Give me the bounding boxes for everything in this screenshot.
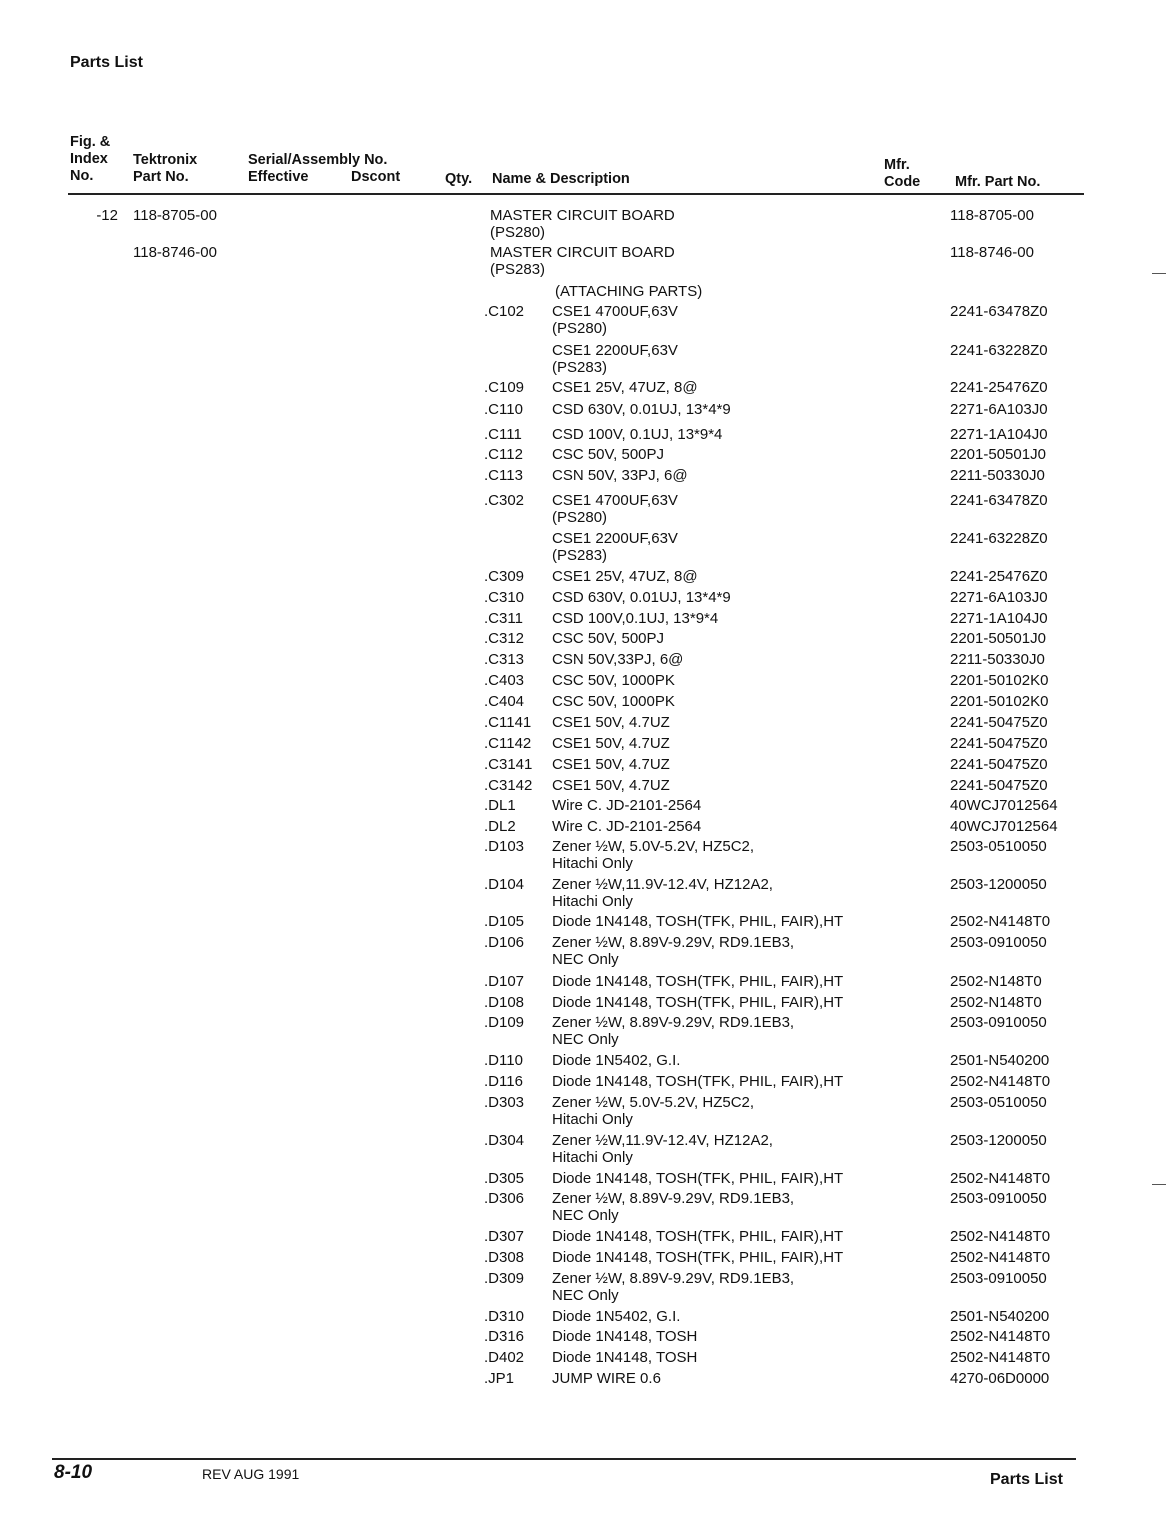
mfr-part-cell: 2241-50475Z0 — [950, 756, 1048, 773]
description-cell: Diode 1N4148, TOSH — [552, 1328, 698, 1345]
mfr-part-cell: 2503-0510050 — [950, 1094, 1047, 1111]
fig-index-cell: -12 — [96, 207, 118, 224]
mfr-part-cell: 2503-0510050 — [950, 838, 1047, 855]
component-ref-cell: .D116 — [484, 1073, 523, 1090]
table-row — [0, 1370, 1166, 1390]
mfr-part-cell: 2241-25476Z0 — [950, 568, 1048, 585]
mfr-part-cell: 2211-50330J0 — [950, 651, 1045, 668]
description-cell: CSD 100V,0.1UJ, 13*9*4 — [552, 610, 719, 627]
col-head-effective: Effective — [248, 169, 309, 185]
component-ref-cell: .D307 — [484, 1228, 525, 1245]
table-row — [0, 401, 1166, 421]
description-cell: CSE1 50V, 4.7UZ — [552, 777, 670, 794]
description-cell: CSD 630V, 0.01UJ, 13*4*9 — [552, 401, 731, 418]
description-cell: CSC 50V, 500PJ — [552, 630, 665, 647]
description-cell: CSE1 50V, 4.7UZ — [552, 714, 670, 731]
revision-date: REV AUG 1991 — [202, 1466, 300, 1482]
footer-title: Parts List — [990, 1471, 1063, 1488]
mfr-part-cell: 118-8705-00 — [950, 207, 1034, 224]
mfr-part-cell: 2503-0910050 — [950, 1270, 1047, 1287]
description-cell: MASTER CIRCUIT BOARD (PS283) — [490, 244, 675, 278]
description-cell: Wire C. JD-2101-2564 — [552, 797, 702, 814]
description-cell: CSE1 50V, 4.7UZ — [552, 735, 670, 752]
mfr-part-cell: 2502-N4148T0 — [950, 1328, 1051, 1345]
description-cell: Wire C. JD-2101-2564 — [552, 818, 702, 835]
tektronix-part-cell: 118-8705-00 — [133, 207, 217, 224]
description-cell: CSC 50V, 1000PK — [552, 693, 675, 710]
component-ref-cell: .C403 — [484, 672, 525, 689]
mfr-part-cell: 2271-6A103J0 — [950, 401, 1048, 418]
component-ref-cell: .C111 — [484, 426, 522, 443]
mfr-part-cell: 2201-50501J0 — [950, 446, 1046, 463]
mfr-part-cell: 2241-50475Z0 — [950, 714, 1048, 731]
description-cell: Diode 1N4148, TOSH(TFK, PHIL, FAIR),HT — [552, 994, 844, 1011]
table-row — [0, 568, 1166, 588]
table-row — [0, 1249, 1166, 1269]
component-ref-cell: .D308 — [484, 1249, 525, 1266]
table-row — [0, 467, 1166, 487]
mfr-part-cell: 2241-63228Z0 — [950, 530, 1048, 547]
table-row — [0, 446, 1166, 466]
component-ref-cell: .D402 — [484, 1349, 525, 1366]
component-ref-cell: .D309 — [484, 1270, 525, 1287]
footer-rule — [52, 1458, 1076, 1460]
description-cell: CSE1 4700UF,63V (PS280) — [552, 303, 678, 337]
table-row — [0, 1170, 1166, 1190]
table-row — [0, 207, 1166, 241]
col-head-qty: Qty. — [445, 171, 473, 187]
table-row — [0, 1328, 1166, 1348]
component-ref-cell: .D303 — [484, 1094, 525, 1111]
component-ref-cell: .C113 — [484, 467, 523, 484]
component-ref-cell: .C313 — [484, 651, 525, 668]
description-cell: Diode 1N4148, TOSH(TFK, PHIL, FAIR),HT — [552, 1249, 844, 1266]
mfr-part-cell: 4270-06D0000 — [950, 1370, 1050, 1387]
component-ref-cell: .D105 — [484, 913, 525, 930]
mfr-part-cell: 40WCJ7012564 — [950, 797, 1058, 814]
header-rule — [68, 193, 1084, 195]
table-row — [0, 303, 1166, 337]
description-cell: Zener ½W,11.9V-12.4V, HZ12A2, Hitachi Only — [552, 1132, 773, 1166]
component-ref-cell: .D103 — [484, 838, 525, 855]
table-row — [0, 777, 1166, 797]
table-row — [0, 1073, 1166, 1093]
component-ref-cell: .C310 — [484, 589, 525, 606]
table-row — [0, 530, 1166, 564]
component-ref-cell: .DL1 — [484, 797, 516, 814]
mfr-part-cell: 2502-N148T0 — [950, 973, 1042, 990]
description-cell: CSE1 25V, 47UZ, 8@ — [552, 568, 698, 585]
table-row — [0, 1132, 1166, 1166]
description-cell: CSD 630V, 0.01UJ, 13*4*9 — [552, 589, 731, 606]
description-cell: Diode 1N5402, G.I. — [552, 1052, 681, 1069]
mfr-part-cell: 2502-N4148T0 — [950, 1073, 1051, 1090]
mfr-part-cell: 2501-N540200 — [950, 1052, 1050, 1069]
mfr-part-cell: 2503-1200050 — [950, 1132, 1047, 1149]
description-cell: CSN 50V, 33PJ, 6@ — [552, 467, 688, 484]
component-ref-cell: .D110 — [484, 1052, 523, 1069]
mfr-part-cell: 40WCJ7012564 — [950, 818, 1058, 835]
mfr-part-cell: 2503-1200050 — [950, 876, 1047, 893]
mfr-part-cell: 2271-1A104J0 — [950, 426, 1048, 443]
table-row — [0, 818, 1166, 838]
component-ref-cell: .C102 — [484, 303, 525, 320]
component-ref-cell: .DL2 — [484, 818, 516, 835]
table-row — [0, 610, 1166, 630]
table-row — [0, 1052, 1166, 1072]
table-row — [0, 714, 1166, 734]
component-ref-cell: .C3142 — [484, 777, 533, 794]
mfr-part-cell: 2503-0910050 — [950, 934, 1047, 951]
mfr-part-cell: 2201-50501J0 — [950, 630, 1046, 647]
mfr-part-cell: 2201-50102K0 — [950, 693, 1049, 710]
component-ref-cell: .C311 — [484, 610, 523, 627]
description-cell: Diode 1N4148, TOSH(TFK, PHIL, FAIR),HT — [552, 973, 844, 990]
table-row — [0, 973, 1166, 993]
table-row — [0, 1094, 1166, 1128]
description-cell: Zener ½W, 8.89V-9.29V, RD9.1EB3, NEC Only — [552, 1270, 795, 1304]
table-row — [0, 994, 1166, 1014]
component-ref-cell: .C112 — [484, 446, 523, 463]
component-ref-cell: .C404 — [484, 693, 525, 710]
table-row — [0, 756, 1166, 776]
description-cell: CSE1 50V, 4.7UZ — [552, 756, 670, 773]
col-head-mfr-code: Mfr. Code — [884, 157, 921, 190]
binding-mark — [1152, 1184, 1166, 1185]
binding-mark — [1152, 273, 1166, 274]
description-cell: Zener ½W, 5.0V-5.2V, HZ5C2, Hitachi Only — [552, 1094, 755, 1128]
component-ref-cell: .C110 — [484, 401, 523, 418]
col-head-name-description: Name & Description — [492, 171, 630, 187]
page-number: 8-10 — [54, 1462, 93, 1483]
mfr-part-cell: 2241-25476Z0 — [950, 379, 1048, 396]
description-cell: CSC 50V, 500PJ — [552, 446, 665, 463]
mfr-part-cell: 2502-N4148T0 — [950, 1249, 1051, 1266]
component-ref-cell: .D304 — [484, 1132, 525, 1149]
component-ref-cell: .D107 — [484, 973, 525, 990]
table-row — [0, 1190, 1166, 1224]
description-cell: CSE1 25V, 47UZ, 8@ — [552, 379, 698, 396]
mfr-part-cell: 2503-0910050 — [950, 1014, 1047, 1031]
mfr-part-cell: 2241-50475Z0 — [950, 777, 1048, 794]
component-ref-cell: .C1141 — [484, 714, 532, 731]
table-row — [0, 1228, 1166, 1248]
mfr-part-cell: 2502-N148T0 — [950, 994, 1042, 1011]
table-row — [0, 1308, 1166, 1328]
mfr-part-cell: 2271-6A103J0 — [950, 589, 1048, 606]
table-row — [0, 283, 1166, 303]
component-ref-cell: .C109 — [484, 379, 525, 396]
description-cell: Diode 1N4148, TOSH(TFK, PHIL, FAIR),HT — [552, 913, 844, 930]
table-row — [0, 1349, 1166, 1369]
col-head-fig-index: Fig. & Index No. — [70, 134, 111, 184]
description-cell: (ATTACHING PARTS) — [555, 283, 703, 300]
table-row — [0, 426, 1166, 446]
description-cell: CSE1 2200UF,63V (PS283) — [552, 342, 678, 376]
table-row — [0, 1014, 1166, 1048]
mfr-part-cell: 2241-63478Z0 — [950, 492, 1048, 509]
col-head-dscont: Dscont — [351, 169, 401, 185]
mfr-part-cell: 2271-1A104J0 — [950, 610, 1048, 627]
description-cell: Zener ½W, 8.89V-9.29V, RD9.1EB3, NEC Only — [552, 1190, 795, 1224]
description-cell: Diode 1N4148, TOSH(TFK, PHIL, FAIR),HT — [552, 1228, 844, 1245]
mfr-part-cell: 2241-63478Z0 — [950, 303, 1048, 320]
component-ref-cell: .D310 — [484, 1308, 525, 1325]
table-row — [0, 379, 1166, 399]
description-cell: Diode 1N5402, G.I. — [552, 1308, 681, 1325]
mfr-part-cell: 2211-50330J0 — [950, 467, 1045, 484]
table-row — [0, 589, 1166, 609]
mfr-part-cell: 2502-N4148T0 — [950, 1349, 1051, 1366]
description-cell: Zener ½W,11.9V-12.4V, HZ12A2, Hitachi Only — [552, 876, 773, 910]
component-ref-cell: .JP1 — [484, 1370, 515, 1387]
component-ref-cell: .D106 — [484, 934, 525, 951]
mfr-part-cell: 2501-N540200 — [950, 1308, 1050, 1325]
component-ref-cell: .D316 — [484, 1328, 525, 1345]
mfr-part-cell: 118-8746-00 — [950, 244, 1034, 261]
description-cell: CSD 100V, 0.1UJ, 13*9*4 — [552, 426, 723, 443]
tektronix-part-cell: 118-8746-00 — [133, 244, 217, 261]
component-ref-cell: .C3141 — [484, 756, 533, 773]
table-row — [0, 342, 1166, 376]
table-row — [0, 630, 1166, 650]
description-cell: MASTER CIRCUIT BOARD (PS280) — [490, 207, 675, 241]
col-head-serial-assembly: Serial/Assembly No. — [248, 152, 388, 168]
description-cell: Zener ½W, 8.89V-9.29V, RD9.1EB3, NEC Only — [552, 934, 795, 968]
component-ref-cell: .D109 — [484, 1014, 525, 1031]
description-cell: CSE1 4700UF,63V (PS280) — [552, 492, 678, 526]
component-ref-cell: .C1142 — [484, 735, 532, 752]
description-cell: CSC 50V, 1000PK — [552, 672, 675, 689]
component-ref-cell: .C312 — [484, 630, 525, 647]
component-ref-cell: .D306 — [484, 1190, 525, 1207]
mfr-part-cell: 2503-0910050 — [950, 1190, 1047, 1207]
description-cell: JUMP WIRE 0.6 — [552, 1370, 661, 1387]
table-row — [0, 934, 1166, 968]
table-row — [0, 492, 1166, 526]
table-row — [0, 797, 1166, 817]
table-row — [0, 244, 1166, 278]
component-ref-cell: .D305 — [484, 1170, 525, 1187]
mfr-part-cell: 2241-63228Z0 — [950, 342, 1048, 359]
table-row — [0, 838, 1166, 872]
mfr-part-cell: 2241-50475Z0 — [950, 735, 1048, 752]
table-row — [0, 735, 1166, 755]
mfr-part-cell: 2502-N4148T0 — [950, 1170, 1051, 1187]
mfr-part-cell: 2201-50102K0 — [950, 672, 1049, 689]
page-header-title: Parts List — [70, 54, 143, 71]
col-head-tektronix-part: Tektronix Part No. — [133, 152, 198, 185]
mfr-part-cell: 2502-N4148T0 — [950, 1228, 1051, 1245]
table-row — [0, 651, 1166, 671]
description-cell: Diode 1N4148, TOSH(TFK, PHIL, FAIR),HT — [552, 1073, 844, 1090]
col-head-mfr-part: Mfr. Part No. — [955, 174, 1041, 190]
table-row — [0, 876, 1166, 910]
description-cell: Zener ½W, 5.0V-5.2V, HZ5C2, Hitachi Only — [552, 838, 755, 872]
table-row — [0, 672, 1166, 692]
table-row — [0, 693, 1166, 713]
component-ref-cell: .C309 — [484, 568, 525, 585]
table-row — [0, 1270, 1166, 1304]
description-cell: Zener ½W, 8.89V-9.29V, RD9.1EB3, NEC Only — [552, 1014, 795, 1048]
description-cell: Diode 1N4148, TOSH — [552, 1349, 698, 1366]
table-row — [0, 913, 1166, 933]
component-ref-cell: .D104 — [484, 876, 525, 893]
description-cell: Diode 1N4148, TOSH(TFK, PHIL, FAIR),HT — [552, 1170, 844, 1187]
mfr-part-cell: 2502-N4148T0 — [950, 913, 1051, 930]
component-ref-cell: .C302 — [484, 492, 525, 509]
description-cell: CSE1 2200UF,63V (PS283) — [552, 530, 678, 564]
component-ref-cell: .D108 — [484, 994, 525, 1011]
description-cell: CSN 50V,33PJ, 6@ — [552, 651, 684, 668]
